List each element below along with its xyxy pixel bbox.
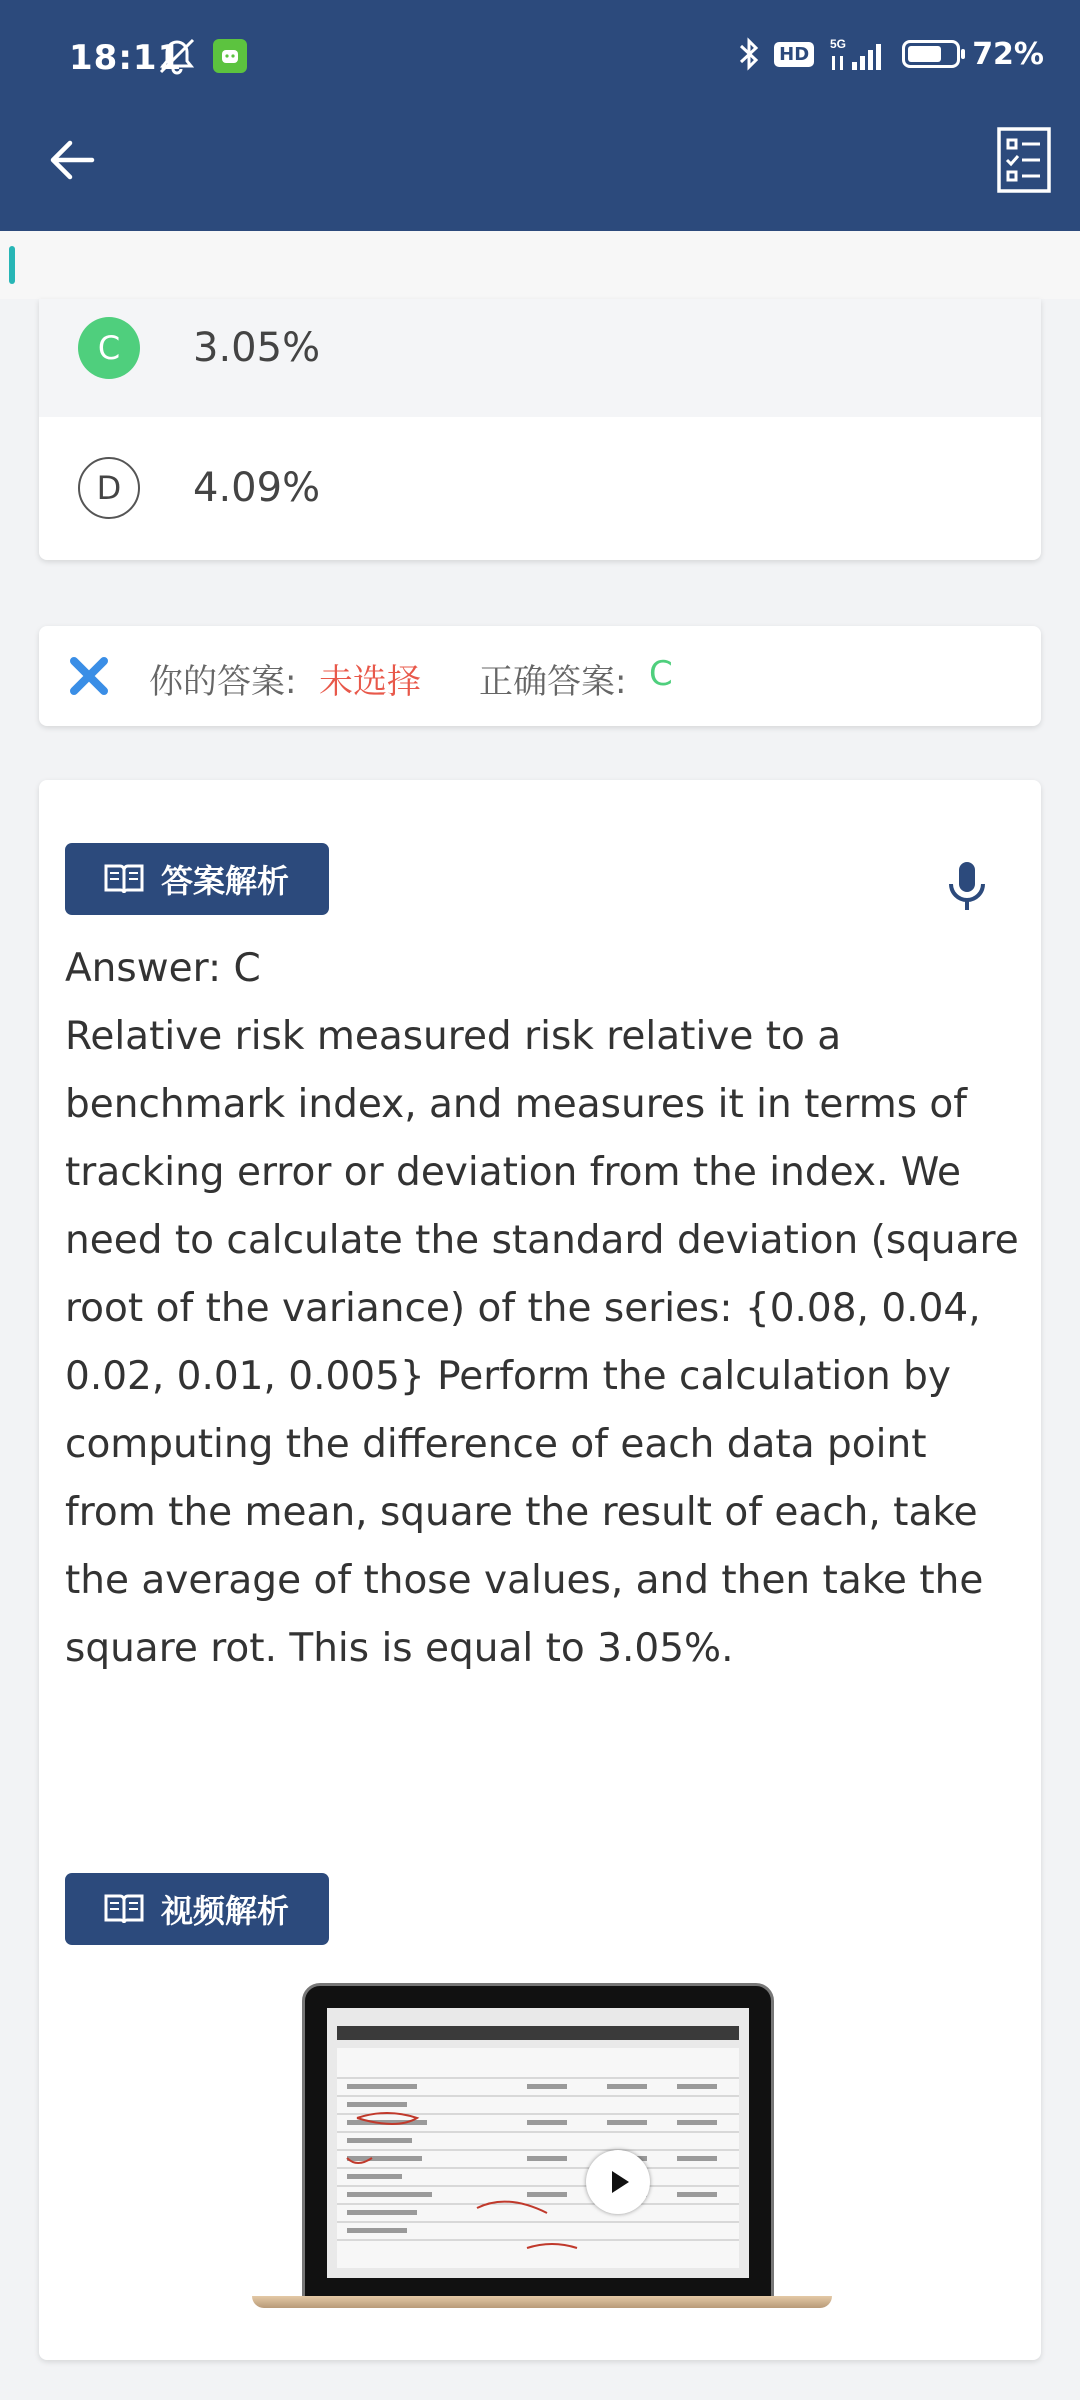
checklist-icon[interactable] [996,126,1052,194]
hd-badge: HD [774,42,814,67]
open-book-icon [103,862,145,896]
answer-result-bar [39,626,1041,726]
your-answer-label: 你的答案: [149,662,297,702]
status-time: 18:11 [69,38,183,78]
network-label: 5G [830,37,847,51]
play-icon [601,2165,635,2199]
microphone-icon[interactable] [945,860,989,912]
analysis-card [39,780,1041,2360]
answer-analysis-tag [65,843,329,915]
progress-strip [0,231,1080,299]
spreadsheet-preview [327,2008,749,2278]
answer-analysis-label: 答案解析 [161,862,290,900]
correct-answer-value: C [649,654,673,694]
status-icons-left [155,36,247,76]
correct-answer-label: 正确答案: [479,662,627,702]
laptop-frame [302,1983,774,2299]
option-letter: C [78,317,140,379]
back-arrow-icon[interactable] [44,132,100,188]
battery-icon [902,40,960,68]
bluetooth-icon [736,36,762,72]
option-text: 4.09% [193,465,321,511]
options-card [39,299,1041,560]
video-screen [327,2008,749,2278]
battery-percent: 72% [972,36,1044,72]
open-book-icon [103,1892,145,1926]
option-d[interactable] [39,417,1041,558]
wrong-x-icon [67,654,111,698]
option-text: 3.05% [193,325,321,371]
video-analysis-tag [65,1873,329,1945]
video-analysis-label: 视频解析 [161,1892,290,1930]
app-bar [0,0,1080,231]
option-letter: D [78,457,140,519]
analysis-text: Answer: C Relative risk measured risk relative to a benchmark index, and measures it in terms of tracking error or deviation from the index. We need to calculate the standard deviation (square root of the variance) of the series: {0.08, 0.04, 0.02, 0.01, 0.005} Perform the calculation by computing the difference of each data point from the mean, square the result of each, take the average of those values, and then take the square rot. This is equal to 3.05%. [65,946,1019,1671]
laptop-base [252,2296,832,2308]
progress-indicator [9,246,15,284]
option-c[interactable] [39,299,1041,417]
status-icons-right [736,36,1044,72]
your-answer-value: 未选择 [319,662,421,702]
app-notification-icon [213,39,247,73]
mute-bell-icon [155,36,199,76]
play-button[interactable] [586,2150,650,2214]
video-thumbnail[interactable] [252,1983,832,2323]
signal-icon [826,36,890,72]
